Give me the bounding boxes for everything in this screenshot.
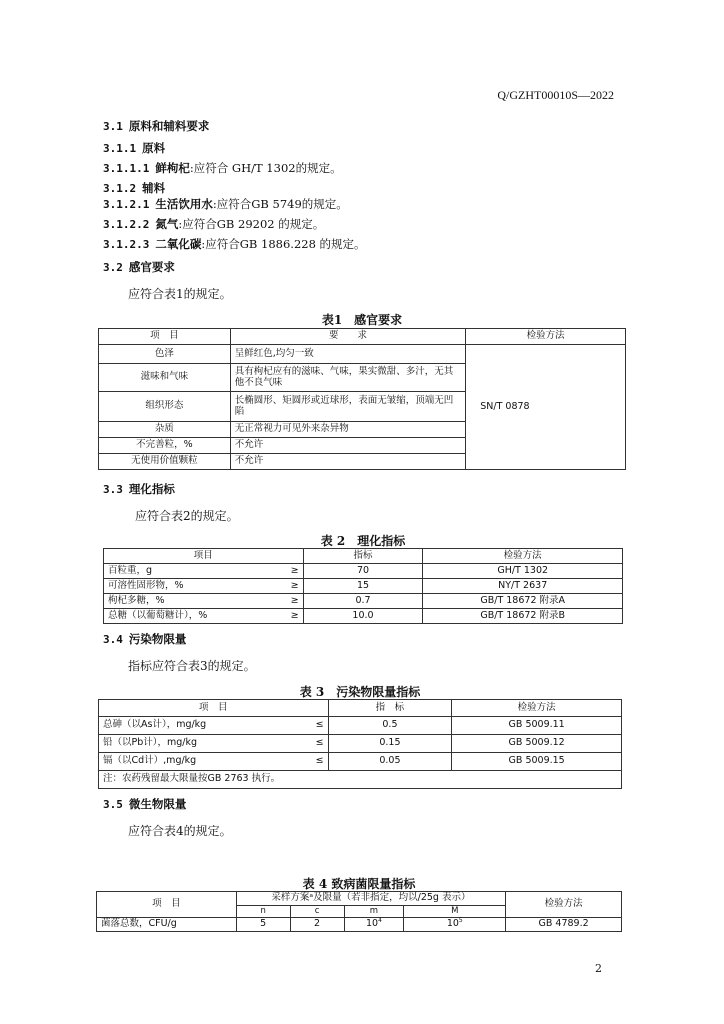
table3-operator: ≤ <box>298 753 328 771</box>
table3-caption: 表 3 污染物限量指标 <box>299 685 421 699</box>
table1-requirement: 呈鲜红色,均匀一致 <box>230 345 466 364</box>
paragraph-3-2: 应符合表1的规定。 <box>128 287 232 301</box>
table3-operator: ≤ <box>298 717 328 735</box>
table1-requirement: 无正常视力可见外来杂异物 <box>230 422 466 438</box>
section-title: 辅料 <box>142 181 166 195</box>
section-number: 3.4 <box>103 633 123 646</box>
table2-header-value: 指标 <box>303 549 423 564</box>
table3-header-item: 项 目 <box>99 700 329 717</box>
table2-header-method: 检验方法 <box>423 549 623 564</box>
table4-subheader-c: c <box>290 906 344 918</box>
table2-value: 70 <box>303 564 423 579</box>
section-title: 污染物限量 <box>128 632 187 646</box>
table3-header-value: 指 标 <box>328 700 452 717</box>
clause-text: :应符合 GH/T 1302的规定。 <box>189 161 342 175</box>
table3-contaminants <box>98 699 622 789</box>
section-number: 3.1 <box>103 120 123 133</box>
section-number: 3.5 <box>103 798 123 811</box>
table1-method: SN/T 0878 <box>466 345 626 470</box>
table2-item: 可溶性固形物，% <box>104 579 282 594</box>
section-number: 3.1.1.1 <box>103 162 150 175</box>
table2-method: GB/T 18672 附录A <box>423 594 623 609</box>
table2-value: 0.7 <box>303 594 423 609</box>
section-title: 原料和辅料要求 <box>128 119 210 133</box>
table2-item: 百粒重，g <box>104 564 282 579</box>
section-number: 3.1.1 <box>103 142 137 155</box>
table4-header-method: 检验方法 <box>506 892 622 918</box>
section-number: 3.1.2.2 <box>103 218 150 231</box>
table4-n-value: 5 <box>236 918 290 932</box>
table2-item: 总糖（以葡萄糖计），% <box>104 609 282 624</box>
section-number: 3.3 <box>103 483 123 496</box>
clause-text: :应符合GB 1886.228 的规定。 <box>201 237 366 251</box>
clause-3-1-2-1 <box>103 196 348 212</box>
table2-method: NY/T 2637 <box>423 579 623 594</box>
table2-item: 枸杞多糖，% <box>104 594 282 609</box>
table4-header-sampling-plan: 采样方案ᵃ及限量（若非指定，均以/25g 表示） <box>236 892 505 906</box>
section-title: 感官要求 <box>128 260 175 274</box>
document-code: Q/GZHT00010S—2022 <box>497 88 614 102</box>
table3-item: 总砷（以As计），mg/kg <box>99 717 299 735</box>
table2-header-item: 项目 <box>104 549 304 564</box>
heading-3-1 <box>103 118 209 134</box>
table1-requirement: 不允许 <box>230 438 466 454</box>
table3-value: 0.5 <box>328 717 452 735</box>
heading-3-5 <box>103 796 186 812</box>
heading-3-1-1 <box>103 140 165 156</box>
table4-header-item: 项 目 <box>97 892 237 918</box>
table2-operator: ≥ <box>281 579 303 594</box>
table1-requirement: 长椭圆形、矩圆形或近球形，表面无皱缩，顶端无凹陷 <box>230 392 466 422</box>
clause-text: :应符合GB 29202 的规定。 <box>178 217 325 231</box>
table2-method: GB/T 18672 附录B <box>423 609 623 624</box>
clause-3-1-1-1 <box>103 160 342 176</box>
table4-method: GB 4789.2 <box>506 918 622 932</box>
clause-term: 氮气 <box>155 217 179 231</box>
table2-operator: ≥ <box>281 564 303 579</box>
heading-3-2 <box>103 259 175 275</box>
table3-item: 镉（以Cd计）,mg/kg <box>99 753 299 771</box>
table1-item: 不完善粒，% <box>99 438 231 454</box>
clause-text: :应符合GB 5749的规定。 <box>212 197 348 211</box>
section-number: 3.2 <box>103 261 123 274</box>
table1-item: 滋味和气味 <box>99 364 231 392</box>
table1-requirement: 具有枸杞应有的滋味、气味，果实微甜、多汁，无其他不良气味 <box>230 364 466 392</box>
table3-method: GB 5009.15 <box>452 753 622 771</box>
paragraph-3-3: 应符合表2的规定。 <box>135 509 239 523</box>
clause-3-1-2-3 <box>103 236 366 252</box>
m-base: 10 <box>365 918 379 930</box>
table4-m-value <box>344 918 404 932</box>
table3-operator: ≤ <box>298 735 328 753</box>
section-title: 原料 <box>142 141 166 155</box>
section-title: 理化指标 <box>128 482 175 496</box>
page-number: 2 <box>595 962 602 975</box>
section-number: 3.1.2 <box>103 182 137 195</box>
heading-3-1-2 <box>103 180 165 196</box>
section-number: 3.1.2.3 <box>103 238 150 251</box>
table1-item: 杂质 <box>99 422 231 438</box>
table2-physicochemical <box>103 548 623 624</box>
table1-header-requirement: 要 求 <box>230 329 466 345</box>
table4-subheader-m: m <box>344 906 404 918</box>
table2-method: GH/T 1302 <box>423 564 623 579</box>
table3-note: 注：农药残留最大限量按GB 2763 执行。 <box>99 771 622 789</box>
table2-value: 10.0 <box>303 609 423 624</box>
table1-item: 组织形态 <box>99 392 231 422</box>
paragraph-3-5: 应符合表4的规定。 <box>128 824 232 838</box>
table4-subheader-n: n <box>236 906 290 918</box>
table1-requirement: 不允许 <box>230 454 466 470</box>
table3-value: 0.05 <box>328 753 452 771</box>
table1-header-item: 项 目 <box>99 329 231 345</box>
table1-caption: 表1 感官要求 <box>321 313 403 327</box>
section-number: 3.1.2.1 <box>103 198 150 211</box>
clause-term: 生活饮用水 <box>155 197 213 211</box>
m-exponent: 4 <box>378 917 382 925</box>
table2-caption: 表 2 理化指标 <box>320 534 406 548</box>
table3-value: 0.15 <box>328 735 452 753</box>
table3-method: GB 5009.11 <box>452 717 622 735</box>
section-title: 微生物限量 <box>128 797 187 811</box>
table2-operator: ≥ <box>281 594 303 609</box>
clause-term: 二氧化碳 <box>155 237 202 251</box>
table3-method: GB 5009.12 <box>452 735 622 753</box>
table3-header-method: 检验方法 <box>452 700 622 717</box>
table4-microbial <box>96 891 622 932</box>
table1-item: 色泽 <box>99 345 231 364</box>
clause-3-1-2-2 <box>103 216 324 232</box>
table4-item: 菌落总数，CFU/g <box>97 918 237 932</box>
table1-header-method: 检验方法 <box>466 329 626 345</box>
table4-caption: 表 4 致病菌限量指标 <box>302 877 416 891</box>
table3-item: 铅（以Pb计），mg/kg <box>99 735 299 753</box>
clause-term: 鲜枸杞 <box>155 161 190 175</box>
table2-operator: ≥ <box>281 609 303 624</box>
M-exponent: 5 <box>458 917 463 925</box>
table4-M-value <box>404 918 506 932</box>
table1-item: 无使用价值颗粒 <box>99 454 231 470</box>
table4-c-value: 2 <box>290 918 344 932</box>
table2-value: 15 <box>303 579 423 594</box>
M-base: 10 <box>446 918 459 930</box>
table4-subheader-M: M <box>404 906 506 918</box>
paragraph-3-4: 指标应符合表3的规定。 <box>128 659 256 673</box>
table1-sensory <box>98 328 626 470</box>
heading-3-4 <box>103 631 186 647</box>
heading-3-3 <box>103 481 175 497</box>
